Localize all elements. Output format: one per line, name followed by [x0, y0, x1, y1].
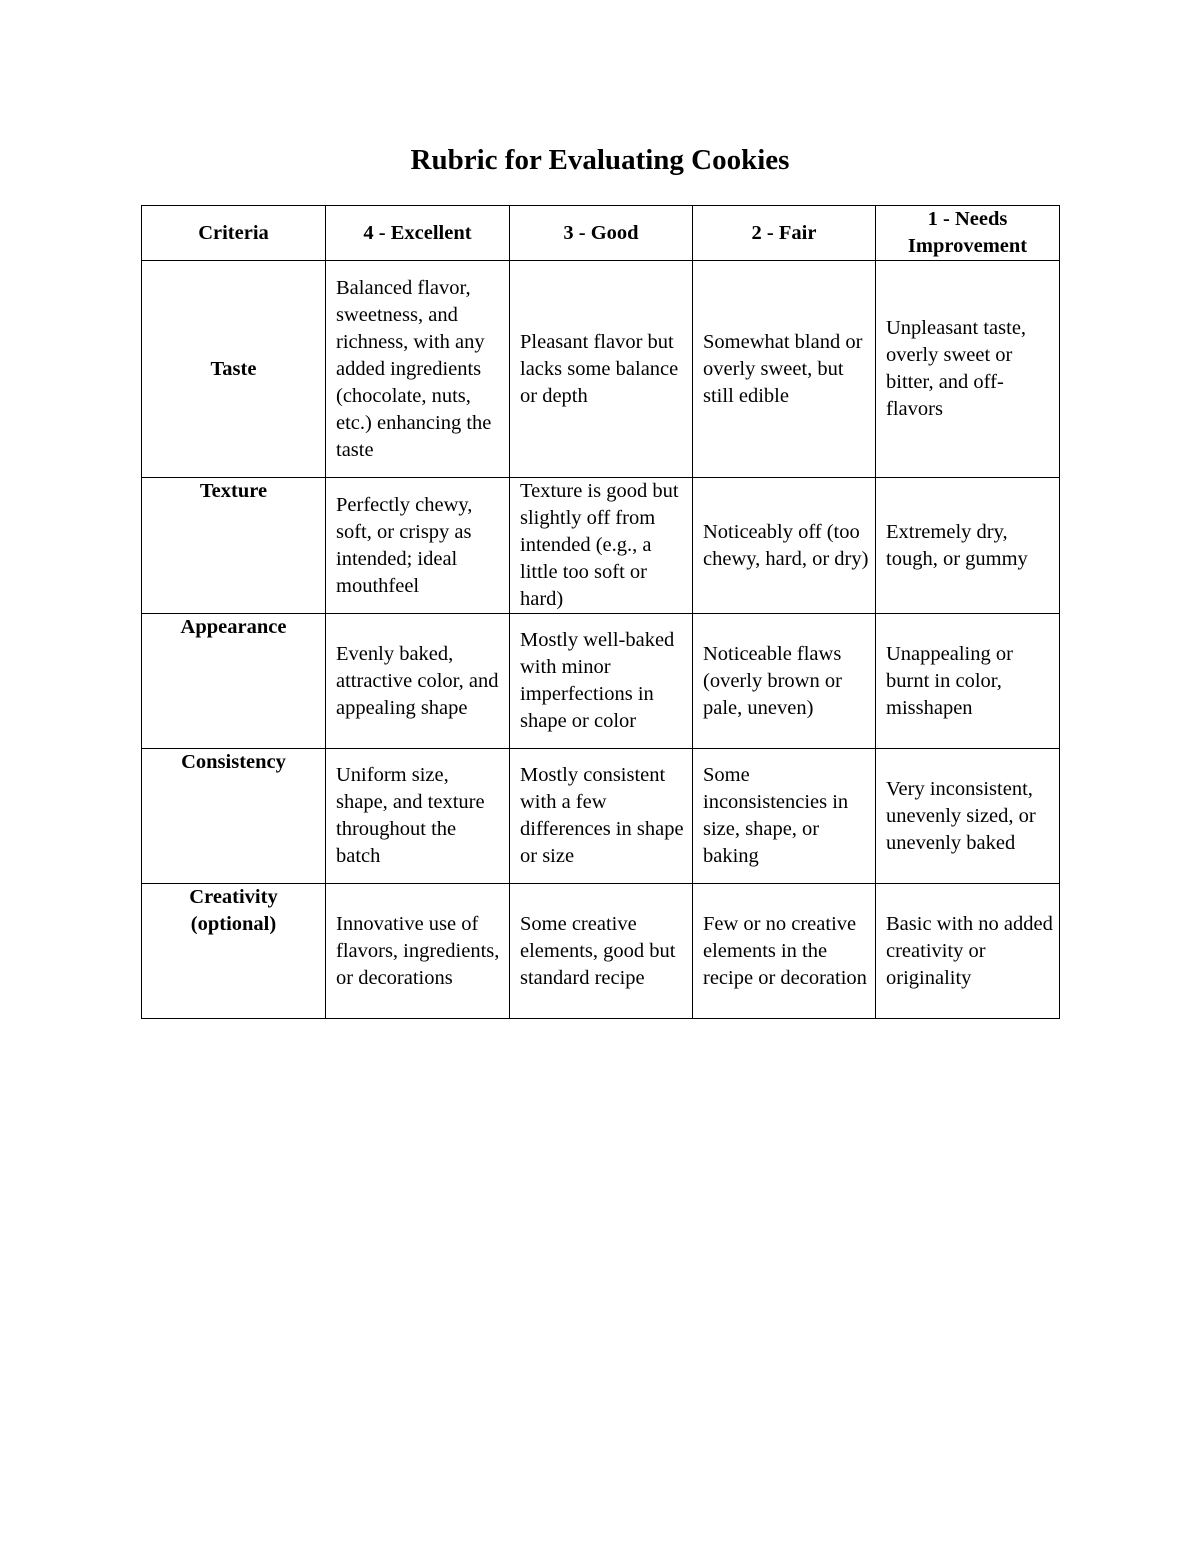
table-row — [142, 478, 1060, 614]
cell-excellent: Balanced flavor, sweetness, and richness, with any added ingredients (chocolate, nuts, etc.) enhancing the taste — [326, 261, 510, 478]
cell-good: Pleasant flavor but lacks some balance or depth — [510, 261, 693, 478]
cell-excellent: Uniform size, shape, and texture throughout the batch — [326, 749, 510, 884]
header-criteria: Criteria — [142, 206, 326, 261]
criterion-appearance: Appearance — [142, 614, 326, 749]
cell-fair: Noticeable flaws (overly brown or pale, uneven) — [693, 614, 876, 749]
cell-fair: Somewhat bland or overly sweet, but still edible — [693, 261, 876, 478]
cell-fair: Some inconsistencies in size, shape, or baking — [693, 749, 876, 884]
header-good: 3 - Good — [510, 206, 693, 261]
cell-good: Some creative elements, good but standard recipe — [510, 884, 693, 1019]
header-fair: 2 - Fair — [693, 206, 876, 261]
cell-needs-improvement: Unpleasant taste, overly sweet or bitter, and off-flavors — [876, 261, 1060, 478]
cell-good: Texture is good but slightly off from intended (e.g., a little too soft or hard) — [510, 478, 693, 614]
criterion-consistency: Consistency — [142, 749, 326, 884]
cell-good: Mostly consistent with a few differences in shape or size — [510, 749, 693, 884]
cell-needs-improvement: Basic with no added creativity or originality — [876, 884, 1060, 1019]
page-title: Rubric for Evaluating Cookies — [410, 144, 790, 176]
rubric-table — [141, 205, 1060, 1019]
cell-needs-improvement: Unappealing or burnt in color, misshapen — [876, 614, 1060, 749]
cell-excellent: Innovative use of flavors, ingredients, or decorations — [326, 884, 510, 1019]
header-needs-improvement: 1 - Needs Improvement — [876, 206, 1060, 261]
header-row — [142, 206, 1060, 261]
criterion-taste: Taste — [142, 261, 326, 478]
table-row — [142, 614, 1060, 749]
criterion-creativity: Creativity (optional) — [142, 884, 326, 1019]
table-row — [142, 884, 1060, 1019]
cell-fair: Noticeably off (too chewy, hard, or dry) — [693, 478, 876, 614]
cell-needs-improvement: Extremely dry, tough, or gummy — [876, 478, 1060, 614]
cell-needs-improvement: Very inconsistent, unevenly sized, or unevenly baked — [876, 749, 1060, 884]
cell-good: Mostly well-baked with minor imperfections in shape or color — [510, 614, 693, 749]
header-excellent: 4 - Excellent — [326, 206, 510, 261]
cell-excellent: Evenly baked, attractive color, and appealing shape — [326, 614, 510, 749]
table-row — [142, 261, 1060, 478]
cell-excellent: Perfectly chewy, soft, or crispy as intended; ideal mouthfeel — [326, 478, 510, 614]
table-row — [142, 749, 1060, 884]
cell-fair: Few or no creative elements in the recipe or decoration — [693, 884, 876, 1019]
criterion-texture: Texture — [142, 478, 326, 614]
